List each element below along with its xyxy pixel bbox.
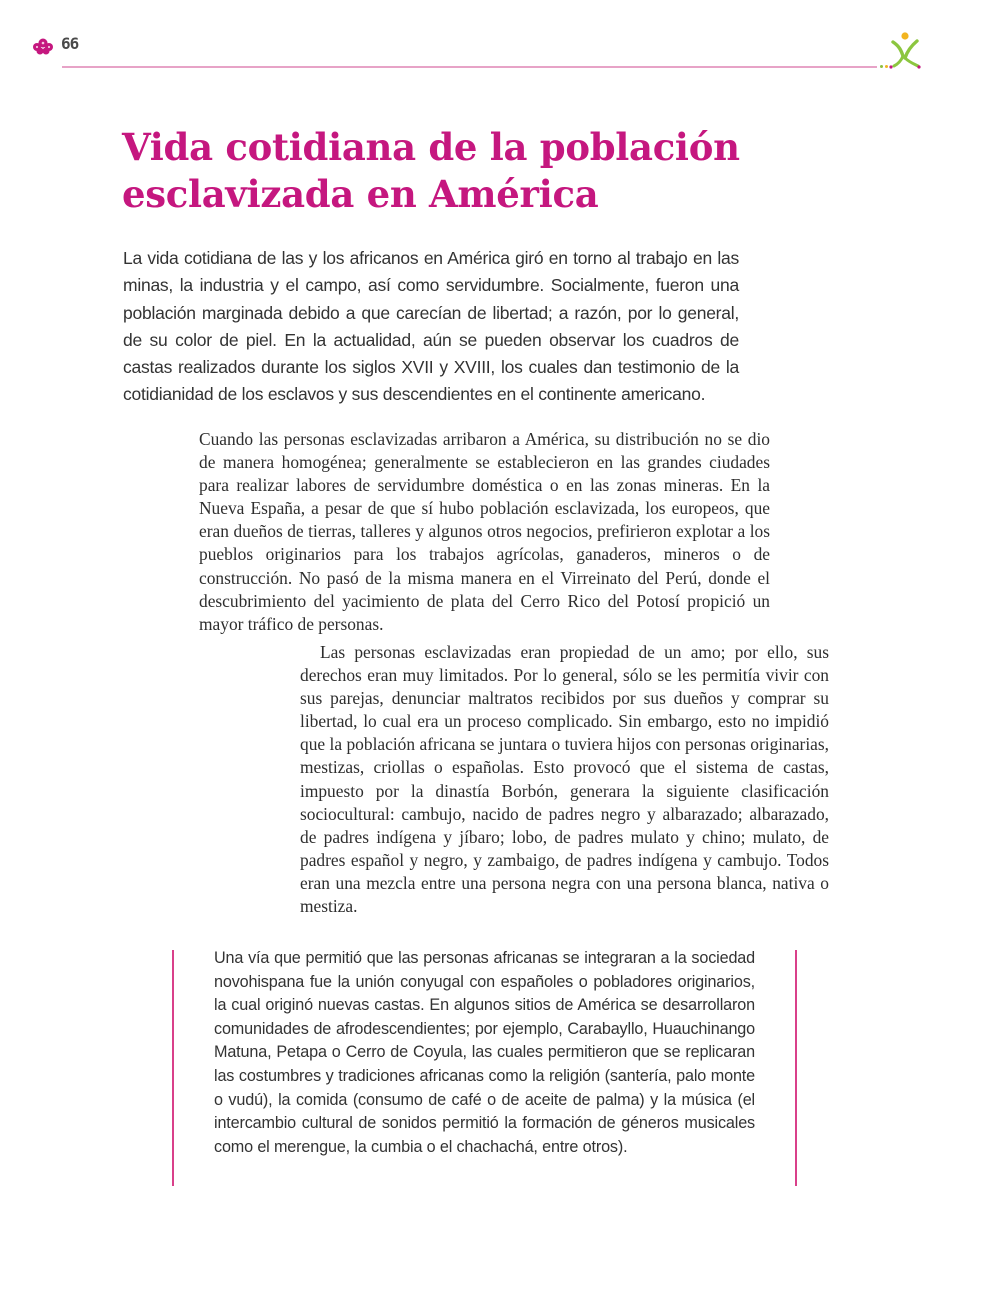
box-border-right — [795, 950, 797, 1186]
header-dot — [880, 65, 883, 68]
box-paragraph: Una vía que permitió que las personas africanas se integraran a la sociedad novohispana fue la unión conyugal con españoles o pobladores originarios, la cual originó nuevas castas. En algunos sitios de América se desarrollaron comunidades de afrodescendientes; por ejemplo, Carabayllo, Huauchinango Matuna, Petapa o Cerro de Coyula, las cuales permitieron que se replicaran las costumbres y tradiciones africanas como la religión (santería, palo monte o vudú), la comida (consumo de café o de aceite de palma) y la música (el intercambio cultural de sonidos permitió la formación de géneros musicales como el merengue, la cumbia o el chachachá, entre otros). — [214, 949, 755, 1156]
figure-logo-icon — [887, 30, 923, 70]
box-border-left — [172, 950, 174, 1186]
page-title: Vida cotidiana de la población esclavizada en América — [122, 125, 740, 216]
flower-cluster-icon — [31, 36, 55, 56]
body-paragraph-1: Cuando las personas esclavizadas arribaron a América, su distribución no se dio de manera homogénea; generalmente se establecieron en las grandes ciudades para realizar labores de servidumbre doméstica o en las zonas mineras. En la Nueva España, a pesar de que sí hubo población esclavizada, los europeos, que eran dueños de tierras, talleres y algunos otros negocios, prefirieron explotar a los pueblos originarios para los trabajos agrícolas, ganaderos, mineros o de construcción. No pasó de la misma manera en el Virreinato del Perú, donde el descubrimiento del yacimiento de plata del Cerro Rico del Potosí propició un mayor tráfico de personas. — [199, 429, 770, 634]
intro-paragraph: La vida cotidiana de las y los africanos en América giró en torno al trabajo en las minas, la industria y el campo, así como servidumbre. Socialmente, fueron una población marginada debido a que carecían de libertad; a razón, por lo general, de su color de piel. En la actualidad, aún se pueden observar los cuadros de castas realizados durante los siglos XVII y XVIII, los cuales dan testimonio de la cotidianidad de los esclavos y sus descendientes en el continente americano. — [123, 248, 739, 405]
page-number: 66 — [61, 34, 79, 53]
header-rule — [62, 66, 877, 68]
body-paragraph-2: Las personas esclavizadas eran propiedad de un amo; por ello, sus derechos eran muy limitados. Por lo general, sólo se les permitía vivir con sus parejas, denunciar maltratos recibidos por sus dueños y comprar su libertad, lo cual era un proceso complicado. Sin embargo, esto no impidió que la población africana se juntara o tuviera hijos con personas originarias, mestizas, criollas o españolas. Esto provocó que el sistema de castas, impuesto por la dinastía Borbón, generara la siguiente clasificación sociocultural: cambujo, nacido de padres negro y albarazado; albarazado, de padres indígena y jíbaro; lobo, de padres mulato y chino; mulato, de padres español y negro, y zambaigo, de padres indígena y cambujo. Todos eran una mezcla entre una persona negra con una persona blanca, nativa o mestiza. — [300, 642, 829, 917]
